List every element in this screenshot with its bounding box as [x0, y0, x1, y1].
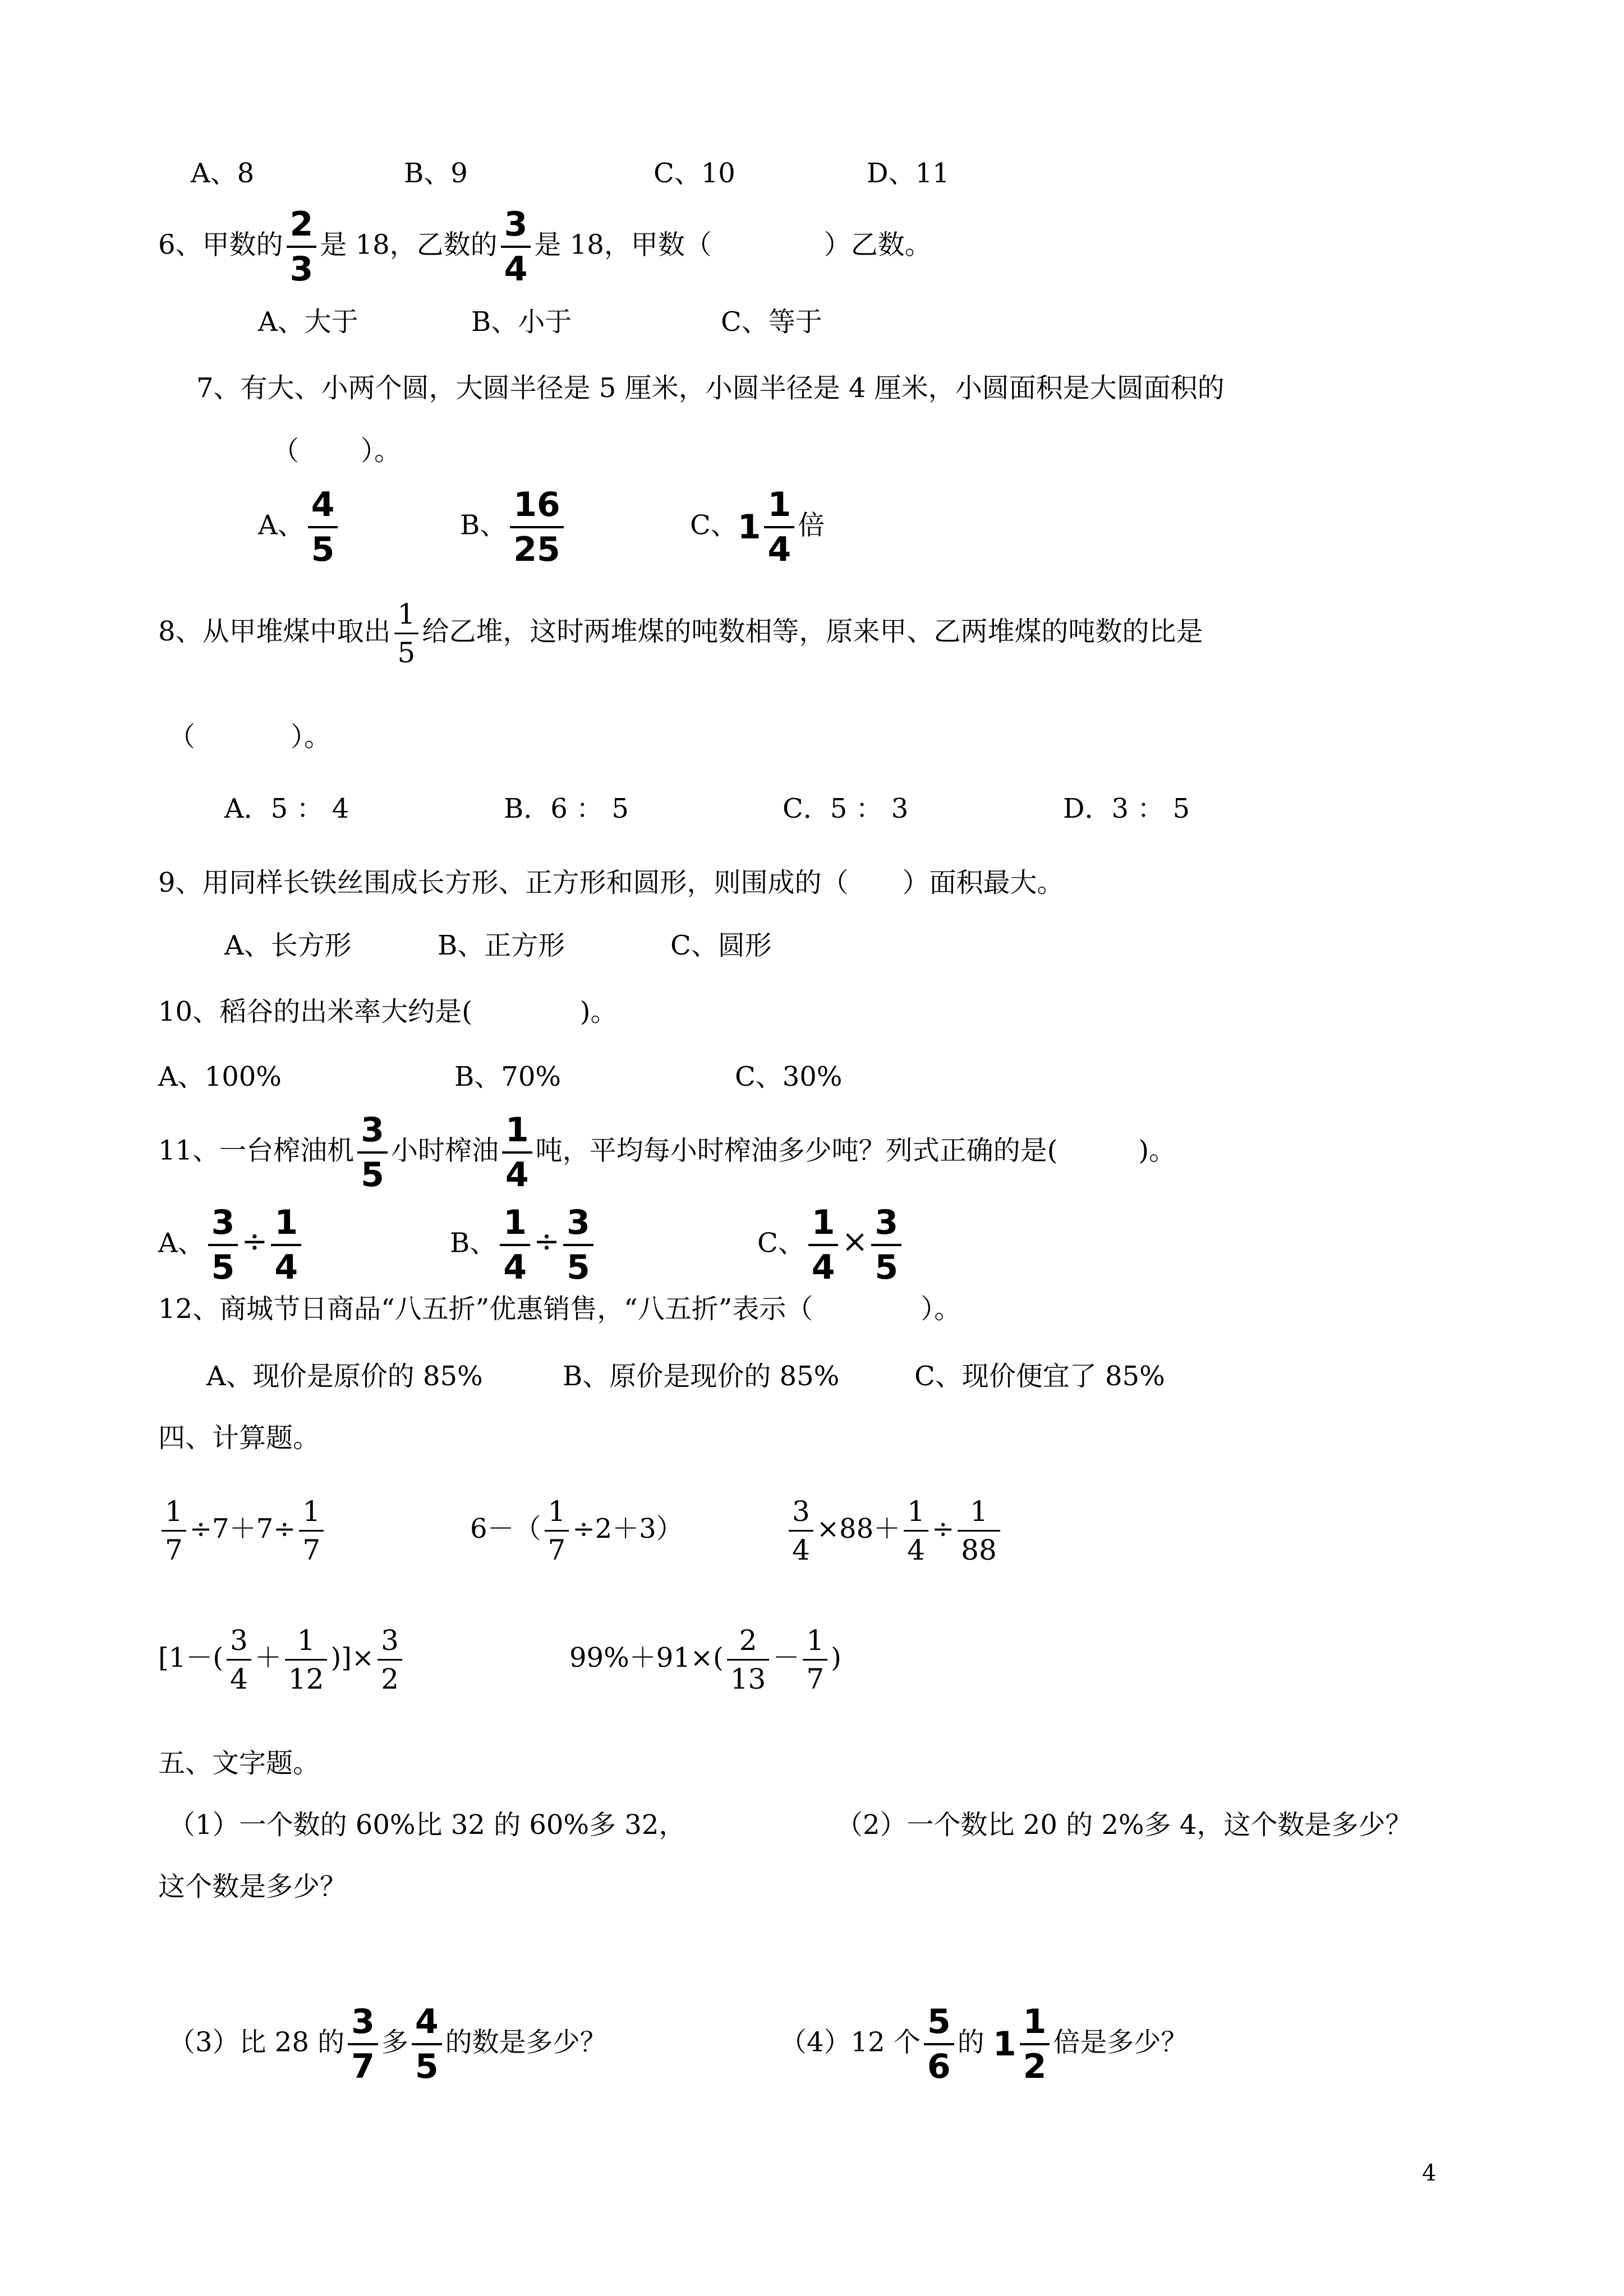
- q5-option-b: B、9: [404, 158, 468, 189]
- q6-stem: 6、甲数的 $\frac{2}{3}$ 是 18，乙数的 $\frac{3}{4}$ 是 18，甲数（ ）乙数。: [158, 205, 932, 289]
- q8-blank: （ ）。: [168, 721, 332, 753]
- q11-option-c: C、 $\frac{1}{4}$ × $\frac{3}{5}$: [757, 1206, 905, 1284]
- q10-option-c: C、30%: [735, 1061, 843, 1092]
- q8-option-d: D．3 ： 5: [1063, 793, 1190, 824]
- q8-fraction: $\frac{1}{5}$: [394, 600, 419, 667]
- q10-option-b: B、70%: [454, 1061, 561, 1092]
- q5-option-a: A、8: [191, 158, 255, 189]
- q12-option-c: C、现价便宜了 85%: [914, 1361, 1165, 1392]
- section4-title: 四、计算题。: [158, 1422, 320, 1454]
- q12-option-a: A、现价是原价的 85%: [206, 1361, 483, 1392]
- word-problem-2: （2）一个数比 20 的 2%多 4，这个数是多少？: [836, 1809, 1413, 1841]
- q7-blank: （ ）。: [272, 435, 402, 467]
- word-problem-3: （3）比 28 的 $\frac{3}{7}$ 多 $\frac{4}{5}$ 的数是多少？: [168, 2002, 607, 2086]
- q6-fraction-1: $\frac{2}{3}$: [287, 208, 317, 286]
- q6-option-a: A、大于: [258, 306, 358, 338]
- q7-option-c: C、1 $\frac{1}{4}$ 倍: [690, 485, 825, 569]
- q11-stem: 11、一台榨油机 $\frac{3}{5}$ 小时榨油 $\frac{1}{4}$ 吨，平均每小时榨油多少吨？列式正确的是( )。: [158, 1110, 1176, 1195]
- q6-option-c: C、等于: [721, 306, 822, 338]
- q11-option-b: B、 $\frac{1}{4}$ ÷ $\frac{3}{5}$: [450, 1206, 597, 1284]
- q6-option-b: B、小于: [471, 306, 572, 338]
- calc-expression-1: $\frac{1}{7}$ ÷7＋7÷ $\frac{1}{7}$: [158, 1497, 327, 1564]
- q10-option-a: A、100%: [158, 1061, 282, 1092]
- calc-expression-2: 6－（ $\frac{1}{7}$ ÷2＋3）: [470, 1495, 683, 1566]
- q12-stem: 12、商城节日商品“八五折”优惠销售，“八五折”表示（ ）。: [158, 1293, 961, 1325]
- q8-option-b: B．6 ： 5: [504, 793, 629, 824]
- q9-stem: 9、用同样长铁丝围成长方形、正方形和圆形，则围成的（ ）面积最大。: [158, 867, 1064, 898]
- section5-title: 五、文字题。: [158, 1748, 320, 1779]
- q11-option-a: A、 $\frac{3}{5}$ ÷ $\frac{1}{4}$: [158, 1206, 305, 1284]
- q9-option-b: B、正方形: [438, 930, 565, 961]
- q12-option-b: B、原价是现价的 85%: [563, 1361, 840, 1392]
- word-problem-4: （4）12 个 $\frac{5}{6}$ 的 1 $\frac{1}{2}$ 倍是多少？: [780, 2002, 1188, 2086]
- calc-expression-5: 99%＋91×( $\frac{2}{13}$ － $\frac{1}{7}$ ): [569, 1624, 841, 1695]
- calc-expression-3: $\frac{3}{4}$ ×88＋ $\frac{1}{4}$ ÷ $\frac{1}{88}$: [785, 1497, 1004, 1564]
- q11-fraction-1: $\frac{3}{5}$: [357, 1113, 388, 1192]
- q7-option-a: A、 $\frac{4}{5}$: [258, 488, 341, 566]
- q9-option-a: A、长方形: [224, 930, 352, 961]
- q9-option-c: C、圆形: [670, 930, 772, 961]
- page-number: 4: [1422, 2160, 1437, 2186]
- word-problem-1-line-2: 这个数是多少？: [158, 1871, 347, 1902]
- q8-option-c: C．5 ： 3: [783, 793, 909, 824]
- q5-option-c: C、10: [654, 158, 735, 189]
- word-problem-1-line-1: （1）一个数的 60%比 32 的 60%多 32，: [168, 1809, 686, 1841]
- q7-option-b: B、 $\frac{16}{25}$: [460, 488, 567, 566]
- calc-expression-4: [1－( $\frac{3}{4}$ ＋ $\frac{1}{12}$ )]× $\frac{3}{2}$: [158, 1626, 406, 1693]
- q8-option-a: A．5 ： 4: [224, 793, 349, 824]
- q6-fraction-2: $\frac{3}{4}$: [501, 208, 531, 286]
- q5-option-d: D、11: [867, 158, 950, 189]
- q8-stem: 8、从甲堆煤中取出 $\frac{1}{5}$ 给乙堆，这时两堆煤的吨数相等，原来甲、乙两堆煤的吨数的比是: [158, 598, 1203, 669]
- q7-stem: 7、有大、小两个圆，大圆半径是 5 厘米，小圆半径是 4 厘米，小圆面积是大圆面积的: [196, 372, 1225, 404]
- q11-fraction-2: $\frac{1}{4}$: [502, 1113, 532, 1192]
- q10-stem: 10、稻谷的出米率大约是( )。: [158, 996, 618, 1027]
